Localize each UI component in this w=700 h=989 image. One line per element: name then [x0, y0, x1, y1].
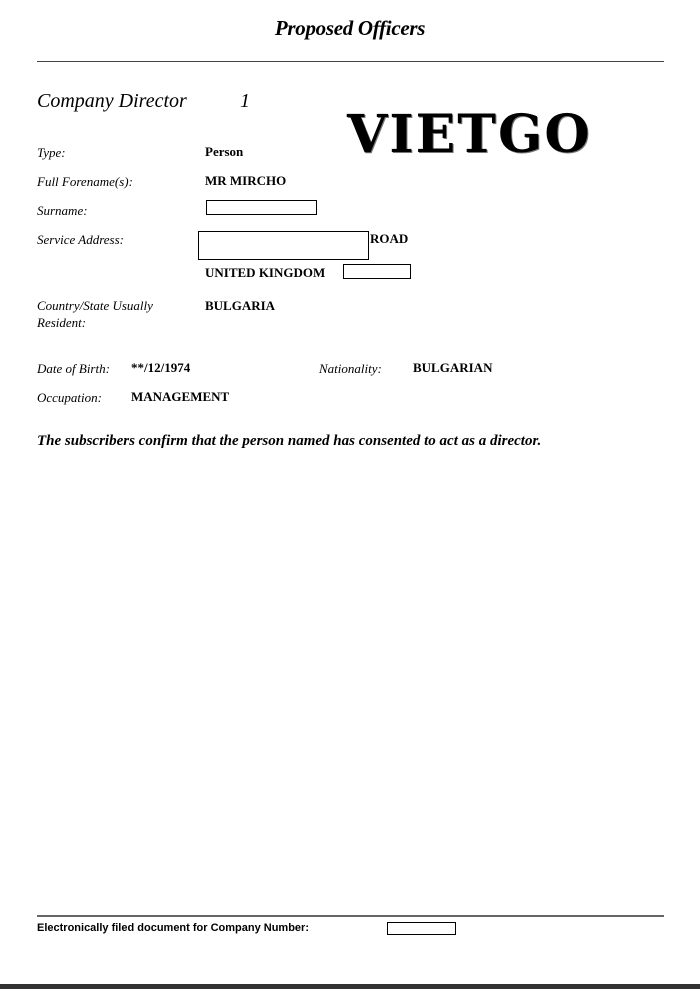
- country-value: BULGARIA: [205, 298, 276, 313]
- country-label-line2: Resident:: [37, 315, 87, 330]
- occupation-value: MANAGEMENT: [131, 389, 230, 404]
- nationality-label: Nationality:: [319, 361, 382, 376]
- page-title: Proposed Officers: [274, 16, 426, 40]
- address-label: Service Address:: [37, 232, 125, 247]
- occupation-label: Occupation:: [37, 390, 102, 405]
- surname-label: Surname:: [37, 203, 88, 218]
- header-divider: [37, 61, 664, 62]
- forename-label: Full Forename(s):: [37, 174, 133, 189]
- address-line2: UNITED KINGDOM: [205, 265, 326, 280]
- type-label: Type:: [37, 145, 66, 160]
- director-number: 1: [240, 90, 250, 112]
- dob-value: **/12/1974: [131, 360, 191, 375]
- consent-statement: The subscribers confirm that the person named has consented to act as a director.: [37, 433, 542, 449]
- nationality-value: BULGARIAN: [413, 360, 493, 375]
- country-label-line1: Country/State Usually: [37, 298, 153, 313]
- page-bottom-bar: [0, 984, 700, 989]
- address-line1-suffix: ROAD: [370, 231, 409, 246]
- footer-divider: [37, 915, 664, 917]
- surname-redaction: [206, 200, 317, 215]
- footer-text: Electronically filed document for Company Number:: [37, 922, 309, 934]
- postcode-redaction: [343, 264, 411, 279]
- vietgo-watermark: VIETGO: [347, 104, 592, 165]
- type-value: Person: [205, 144, 244, 159]
- company-number-redaction: [387, 922, 456, 935]
- forename-value: MR MIRCHO: [205, 173, 287, 188]
- dob-label: Date of Birth:: [37, 361, 110, 376]
- address-line1-redaction: [198, 231, 369, 260]
- section-title: Company Director: [37, 90, 187, 112]
